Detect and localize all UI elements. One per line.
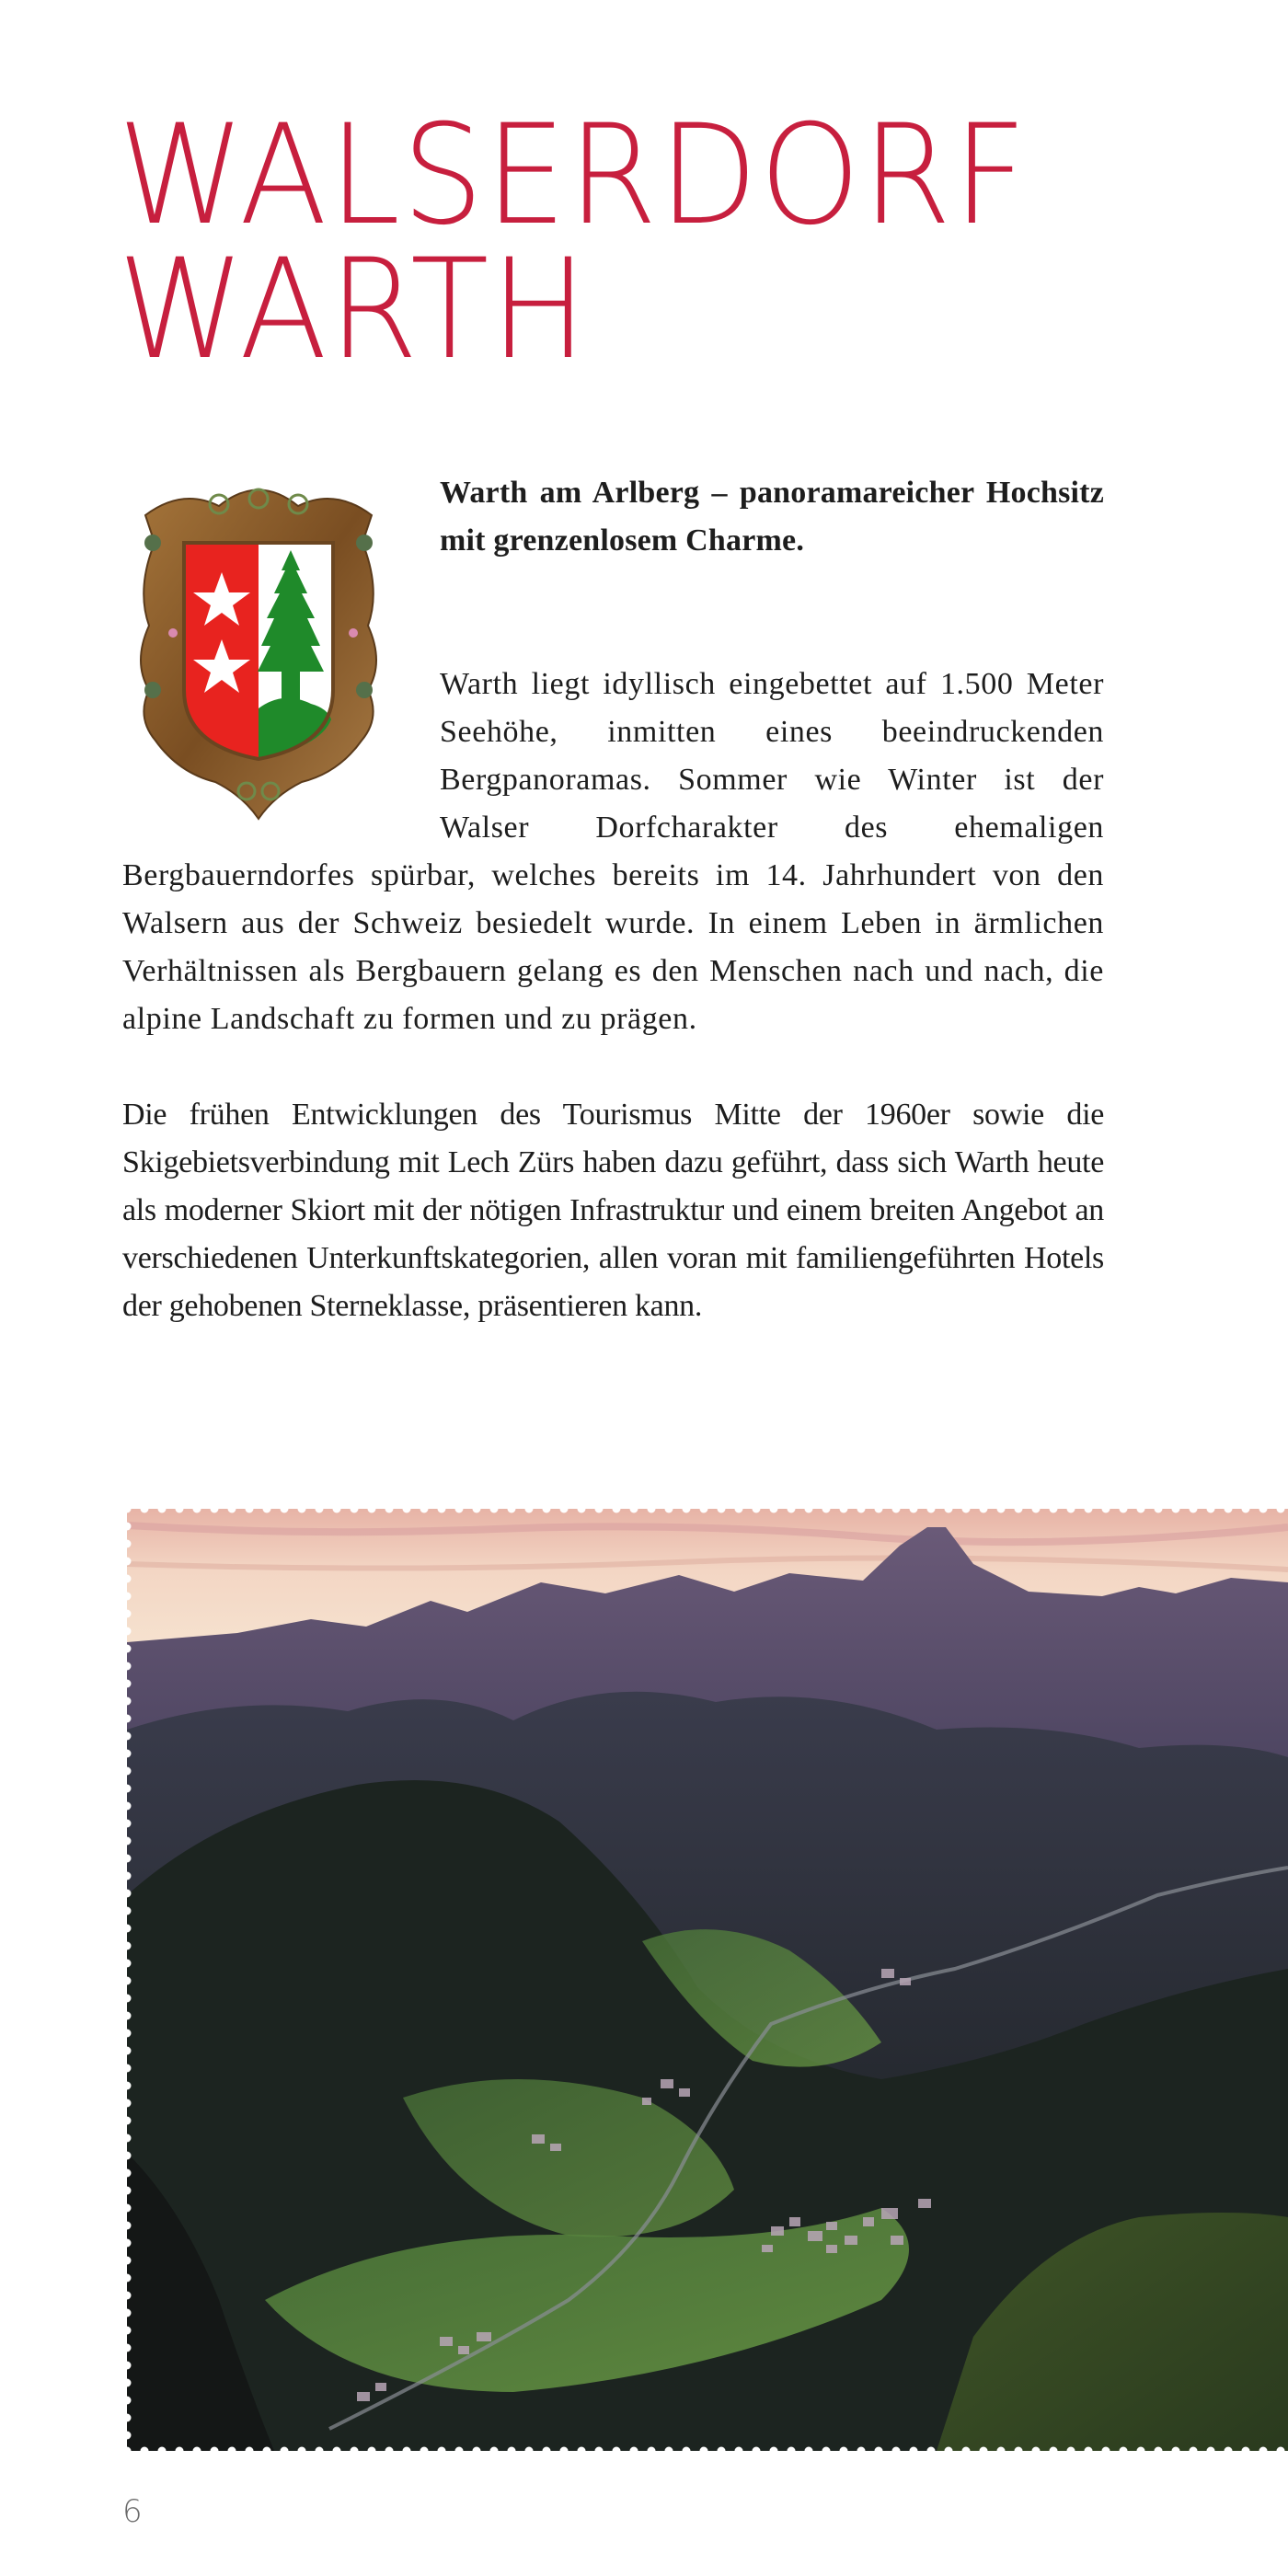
article bbox=[122, 469, 1104, 1378]
title-line-1: WALSERDORF bbox=[118, 96, 1029, 256]
article-paragraph-1: Warth liegt idyllisch eingebettet auf 1.500 Meter Seehöhe, inmitten eines beeindruckenden Bergpanoramas. Sommer wie Winter ist der Walser Dorfcharakter des ehemaligen Bergbauerndorfes spürbar, welches bereits im 14. Jahrhundert von den Walsern aus der Schweiz besiedelt wurde. In einem Leben in ärmlichen Verhältnissen als Bergbauern gelang es den Menschen nach und nach, die alpine Landschaft zu formen und zu prägen. bbox=[122, 667, 1104, 1036]
landscape-photo bbox=[127, 1509, 1288, 2451]
page-title bbox=[118, 96, 1029, 390]
page-number: 6 bbox=[122, 2493, 143, 2530]
article-lead: Warth am Arlberg – panoramareicher Hochsitz mit grenzenlosem Charme. bbox=[440, 476, 1104, 558]
title-line-2: WARTH bbox=[118, 230, 589, 390]
photo-content bbox=[127, 1509, 1288, 2451]
article-paragraph-2: Die frühen Entwicklungen des Tourismus Mitte der 1960er sowie die Skigebietsverbindung mit Lech Zürs haben dazu geführt, dass sich Warth heute als moderner Skiort mit der nötigen Infrastruktur und einem breiten Angebot an verschiedenen Unterkunftskategorien, allen voran mit familiengeführten Hotels der gehobenen Sterneklasse, präsentieren kann. bbox=[122, 1098, 1104, 1323]
